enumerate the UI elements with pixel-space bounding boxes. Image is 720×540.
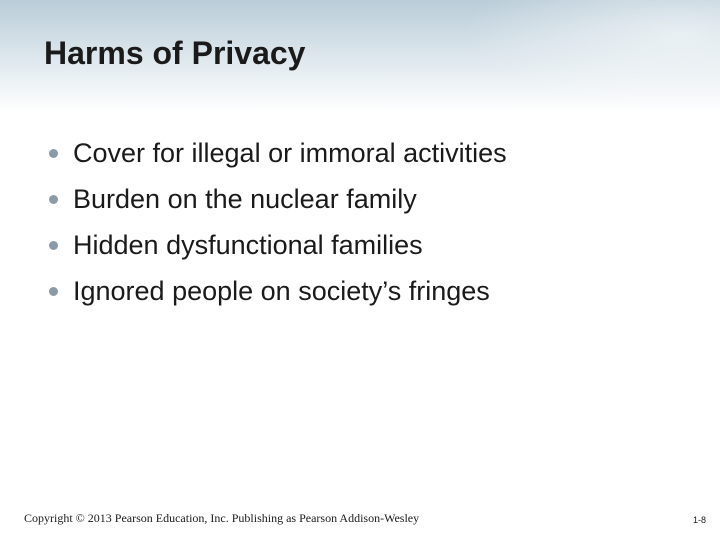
bullet-dot-icon xyxy=(49,195,58,204)
page-number: 1-8 xyxy=(692,515,706,525)
bullet-dot-icon xyxy=(49,287,58,296)
bullet-item xyxy=(44,222,507,268)
bullet-item xyxy=(44,268,507,314)
footer-copyright: Copyright © 2013 Pearson Education, Inc. Publishing as Pearson Addison-Wesley xyxy=(24,511,420,525)
bullet-dot-icon xyxy=(49,149,58,158)
bullet-dot-icon xyxy=(49,241,58,250)
bullet-text: Burden on the nuclear family xyxy=(73,183,417,214)
bullet-item xyxy=(44,130,507,176)
bullet-item xyxy=(44,176,507,222)
header-sheen xyxy=(460,0,720,112)
slide-title: Harms of Privacy xyxy=(44,35,306,71)
bullet-text: Ignored people on society’s fringes xyxy=(73,275,490,306)
bullet-text: Cover for illegal or immoral activities xyxy=(73,137,507,168)
bullet-text: Hidden dysfunctional families xyxy=(73,229,423,260)
bullet-list xyxy=(44,130,507,314)
